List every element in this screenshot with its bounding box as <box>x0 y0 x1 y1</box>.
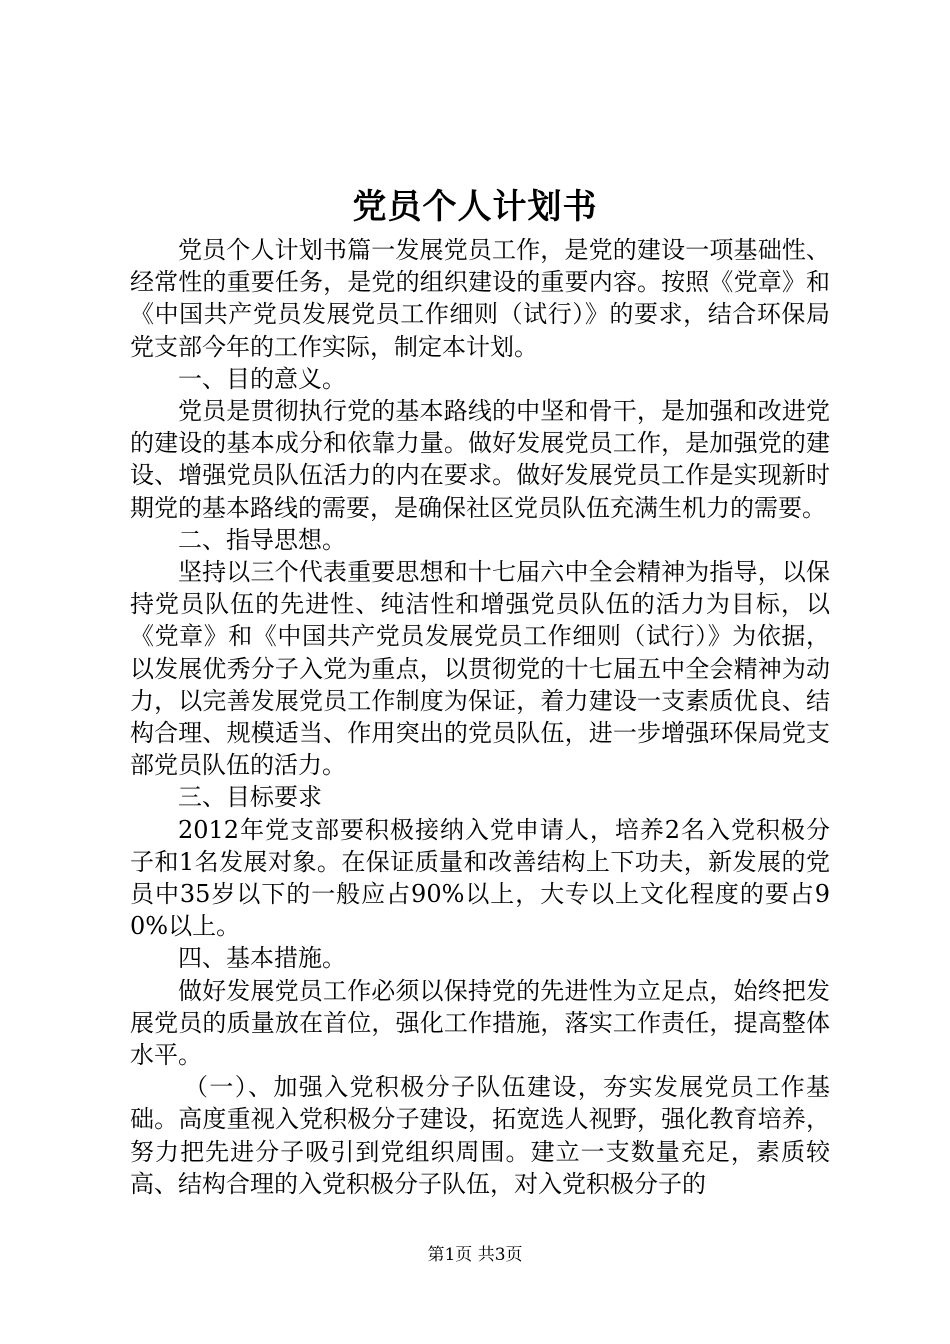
paragraph-goals: 2012年党支部要积极接纳入党申请人，培养2名入党积极分子和1名发展对象。在保证质量和改善结构上下功夫，新发展的党员中35岁以下的一般应占90%以上，大专以上文化程度的要占90%以上。 <box>130 815 830 941</box>
section-heading-guidance: 二、指导思想。 <box>178 525 346 554</box>
document-body <box>130 234 830 1200</box>
paragraph-measures: 做好发展党员工作必须以保持党的先进性为立足点，始终把发展党员的质量放在首位，强化工作措施，落实工作责任，提高整体水平。 <box>130 976 830 1070</box>
paragraph-measure-one: （一）、加强入党积极分子队伍建设，夯实发展党员工作基础。高度重视入党积极分子建设，拓宽选人视野，强化教育培养，努力把先进分子吸引到党组织周围。建立一支数量充足，素质较高、结构合理的入党积极分子队伍，对入党积极分子的 <box>130 1073 830 1198</box>
paragraph-guidance: 坚持以三个代表重要思想和十七届六中全会精神为指导，以保持党员队伍的先进性、纯洁性和增强党员队伍的活力为目标，以《党章》和《中国共产党员发展党员工作细则（试行）》为依据，以发展优秀分子入党为重点，以贯彻党的十七届五中全会精神为动力，以完善发展党员工作制度为保证，着力建设一支素质优良、结构合理、规模适当、作用突出的党员队伍，进一步增强环保局党支部党员队伍的活力。 <box>130 558 830 780</box>
paragraph-purpose: 党员是贯彻执行党的基本路线的中坚和骨干，是加强和改进党的建设的基本成分和依靠力量。做好发展党员工作，是加强党的建设、增强党员队伍活力的内在要求。做好发展党员工作是实现新时期党的基本路线的需要，是确保社区党员队伍充满生机力的需要。 <box>130 397 830 522</box>
page-footer: 第1页 共3页 <box>427 1245 523 1265</box>
paragraph-intro: 党员个人计划书篇一发展党员工作，是党的建设一项基础性、经常性的重要任务，是党的组织建设的重要内容。按照《党章》和《中国共产党员发展党员工作细则（试行）》的要求，结合环保局党支部今年的工作实际，制定本计划。 <box>130 236 830 361</box>
document-title: 党员个人计划书 <box>352 187 598 227</box>
section-heading-goals: 三、目标要求 <box>178 783 322 812</box>
section-heading-purpose: 一、目的意义。 <box>178 364 346 393</box>
section-heading-measures: 四、基本措施。 <box>178 944 346 973</box>
